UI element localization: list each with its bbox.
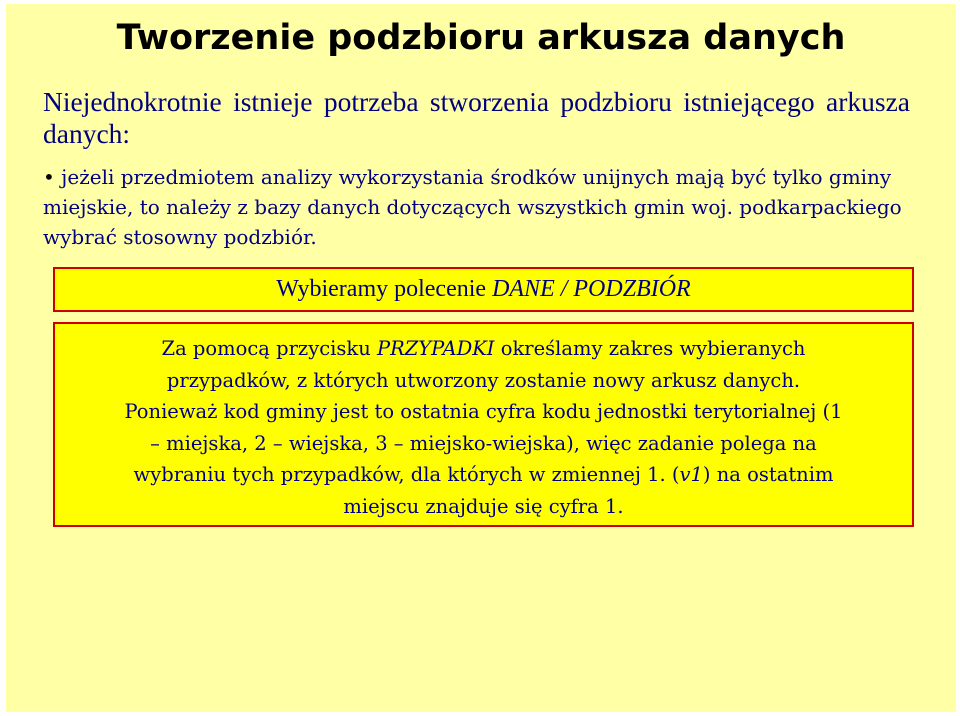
line5-suffix: ) na ostatnim	[702, 463, 834, 486]
line1-prefix: Za pomocą przycisku	[161, 337, 377, 360]
explanation-line-4: – miejska, 2 – wiejska, 3 – miejsko-wiejska), więc zadanie polega na	[150, 431, 817, 455]
slide-title: Tworzenie podzbioru arkusza danych	[116, 18, 846, 58]
command-name: DANE / PODZBIÓR	[492, 276, 691, 302]
command-instruction-box	[53, 267, 914, 312]
explanation-line-6: miejscu znajduje się cyfra 1.	[343, 494, 624, 518]
explanation-box	[53, 322, 914, 527]
slide	[6, 4, 956, 712]
bullet-marker: •	[43, 165, 55, 189]
variable-name: v1	[679, 463, 703, 486]
explanation-line-3: Ponieważ kod gminy jest to ostatnia cyfra kodu jednostki terytorialnej (1	[124, 400, 843, 423]
explanation-line-2: przypadków, z których utworzony zostanie nowy arkusz danych.	[166, 368, 801, 392]
command-prefix: Wybieramy polecenie	[276, 276, 493, 302]
cases-button-name: PRZYPADKI	[376, 337, 495, 360]
explanation-line-5	[55, 459, 912, 491]
explanation-line-1	[55, 333, 912, 365]
intro-paragraph: Niejednokrotnie istnieje potrzeba stworzenia podzbioru istniejącego arkusza danych:	[43, 86, 910, 149]
line5-prefix: wybraniu tych przypadków, dla których w zmiennej 1. (	[133, 463, 680, 486]
bullet-item	[43, 162, 928, 252]
line1-suffix: określamy zakres wybieranych	[494, 337, 806, 360]
bullet-text: jeżeli przedmiotem analizy wykorzystania środków unijnych mają być tylko gminy miejskie, to należy z bazy danych dotyczących wszystkich gmin woj. podkarpackiego wybrać stosowny podzbiór.	[43, 165, 902, 249]
